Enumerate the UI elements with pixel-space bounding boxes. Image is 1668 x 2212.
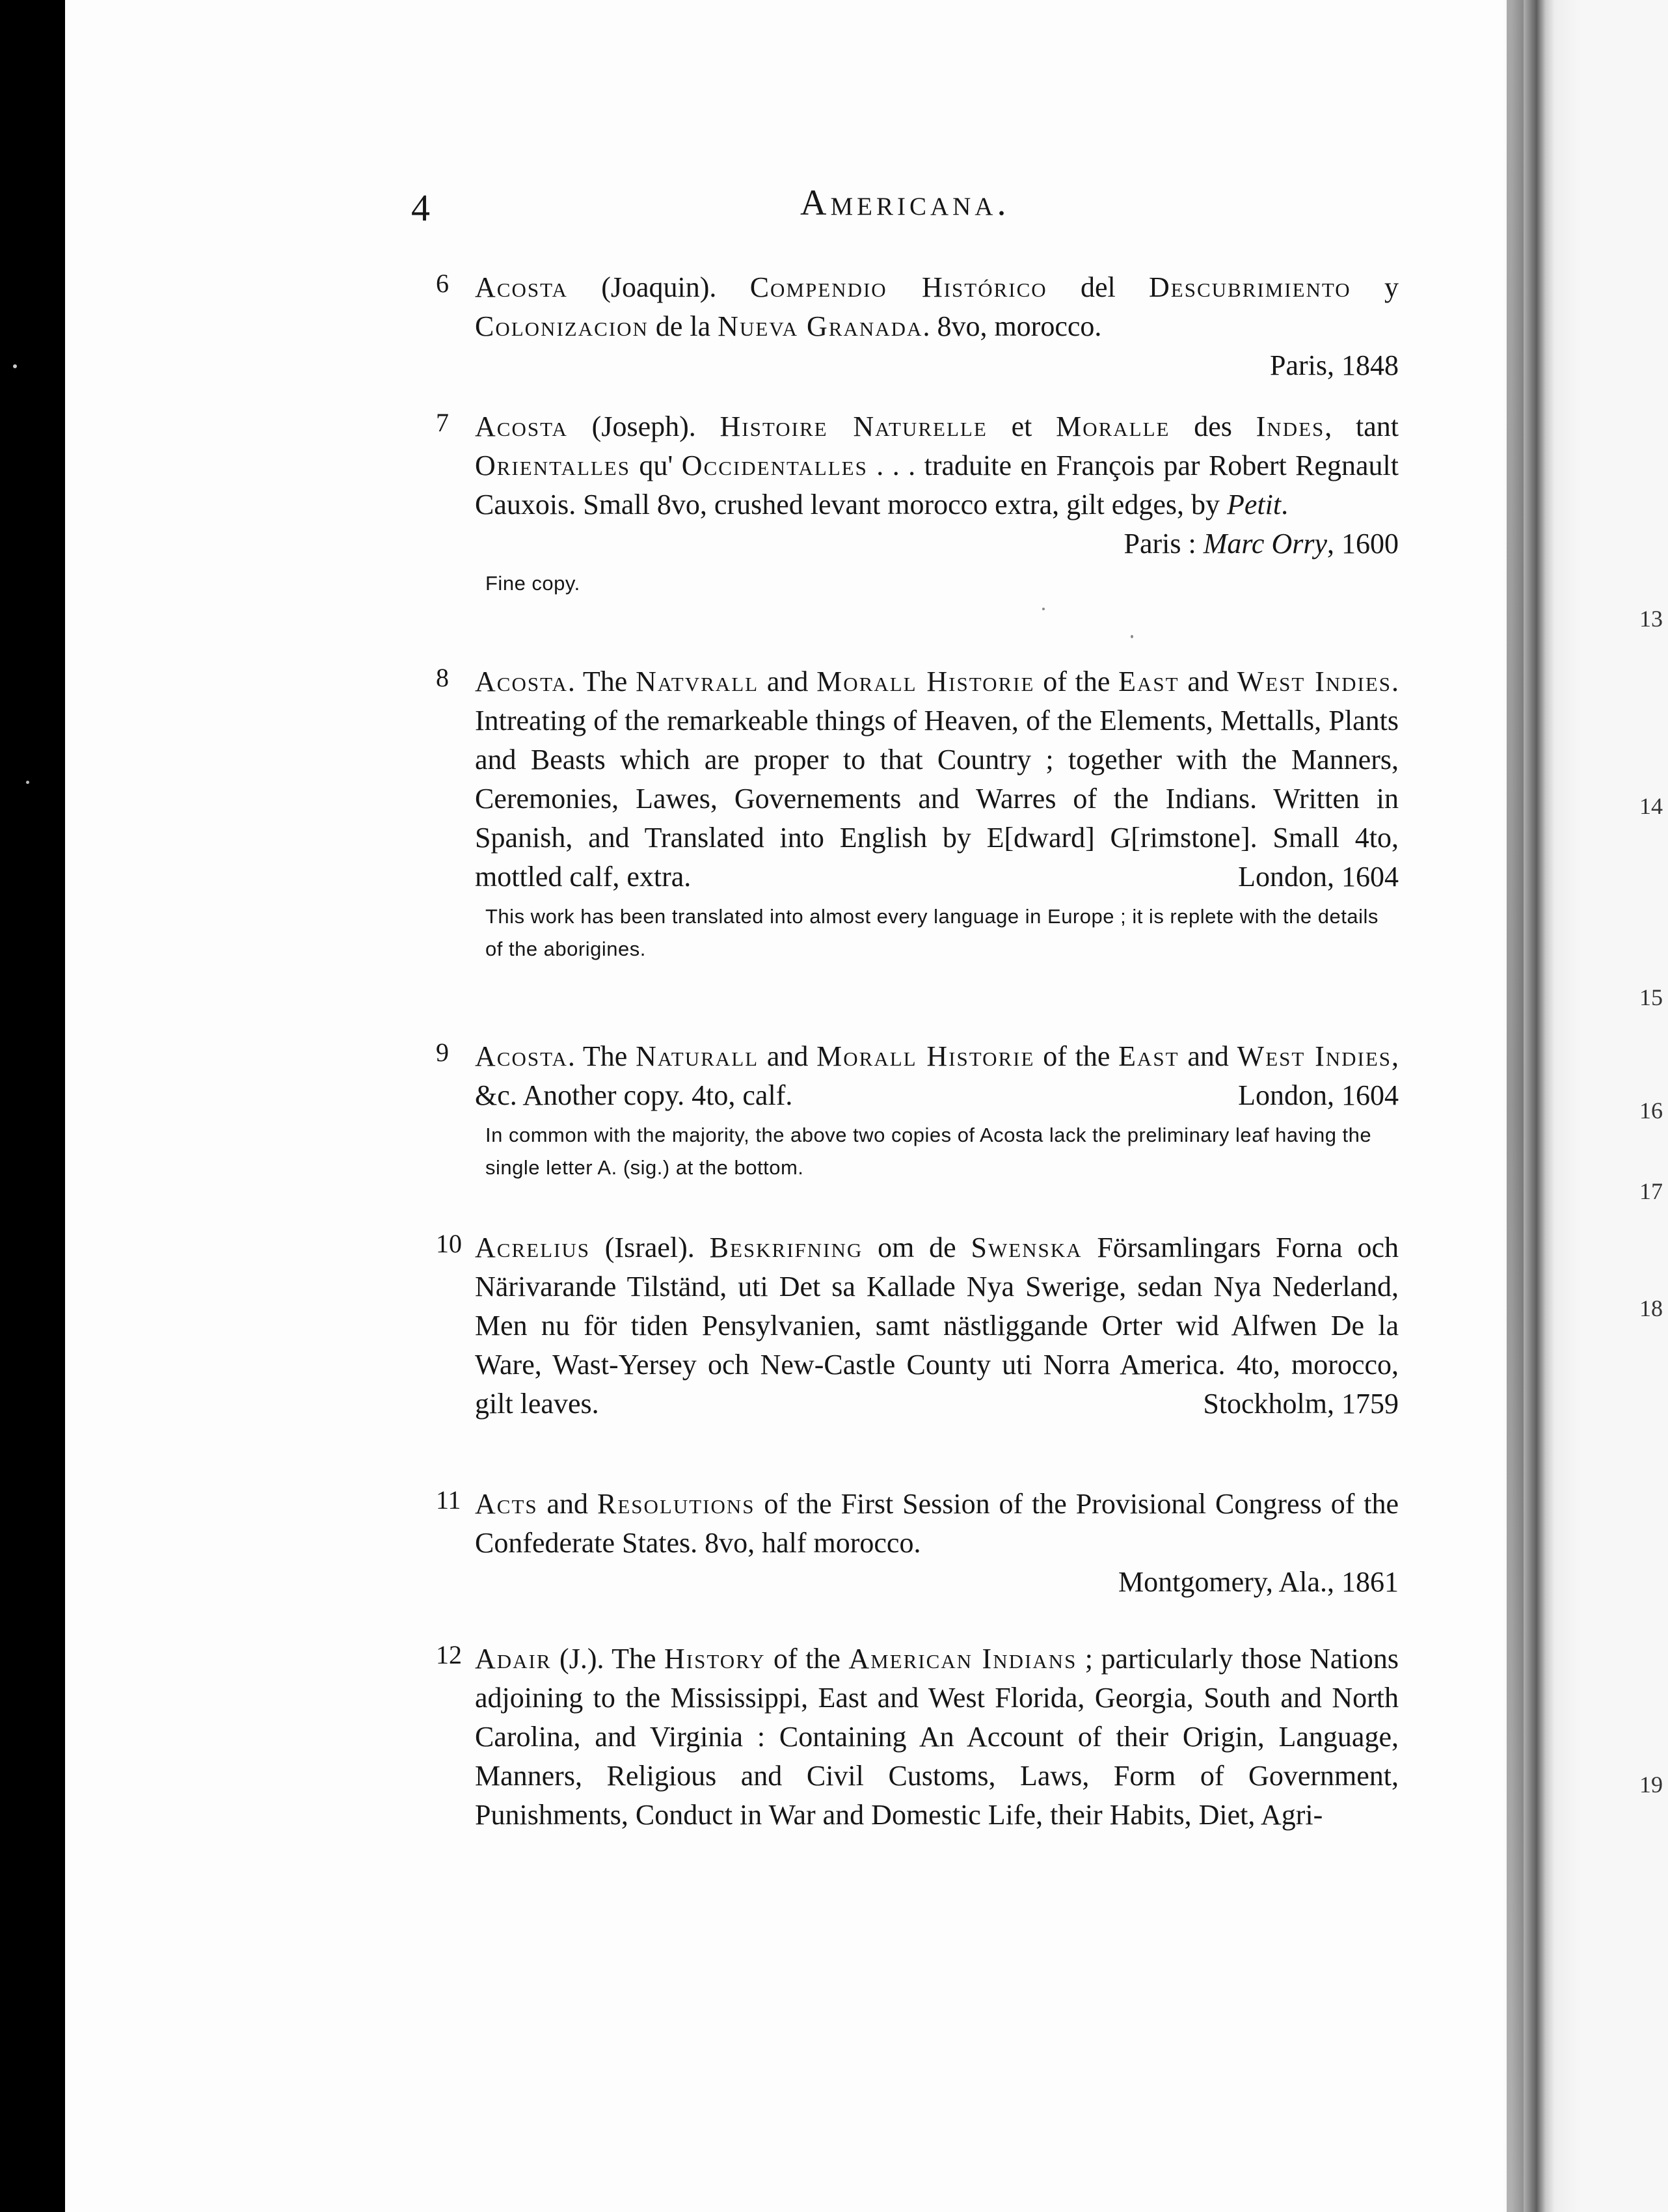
- entry-number: 12: [436, 1640, 462, 1669]
- facing-page-number: 15: [1639, 984, 1663, 1010]
- entry-note: Fine copy.: [485, 572, 580, 595]
- scan-speck: [26, 781, 29, 784]
- entry-description: Acrelius (Israel). Beskrifning om de Swenska Församlingars Forna och Närivarande Tilständ, uti Det sa Kallade Nya Swerige, sedan Nya Nederland, Men nu för tiden Pensylvanien, samt nästliggande Orter wid Alfwen De la Ware, Wast-Yersey och New-Castle County uti Norra America. 4to, morocco, gilt leaves.: [475, 1232, 1399, 1420]
- entry-imprint: London, 1604: [1238, 861, 1399, 893]
- entry-imprint: Paris, 1848: [1270, 349, 1399, 381]
- entry-number: 9: [436, 1038, 449, 1067]
- entry-number: 6: [436, 269, 449, 298]
- catalogue-entry: [436, 1228, 1399, 1423]
- entry-imprint: London, 1604: [1238, 1079, 1399, 1111]
- entry-description: Acosta (Joaquin). Compendio Histórico del Descubrimiento y Colonizacion de la Nueva Granada. 8vo, morocco.: [475, 271, 1399, 342]
- catalogue-entry: [436, 1485, 1399, 1602]
- entry-description: Adair (J.). The History of the American Indians ; particularly those Nations adjoining to the Mississippi, East and West Florida, Georgia, South and North Carolina, and Virginia : Containing An Account of their Origin, Language, Manners, Religious and Civil Customs, Laws, Form of Government, Punishments, Conduct in War and Domestic Life, their Habits, Diet, Agri-: [475, 1643, 1399, 1831]
- entry-number: 8: [436, 663, 449, 692]
- catalogue-entry: [436, 662, 1399, 965]
- entry-description: Acts and Resolutions of the First Session of the Provisional Congress of the Confederate States. 8vo, half morocco.: [475, 1488, 1399, 1559]
- entry-description: Acosta (Joseph). Histoire Naturelle et Moralle des Indes, tant Orientalles qu' Occidentalles . . . traduite en François par Robert Regnault Cauxois. Small 8vo, crushed levant morocco extra, gilt edges, by Petit.: [475, 411, 1399, 520]
- entry-note: In common with the majority, the above two copies of Acosta lack the preliminary leaf having the single letter A. (sig.) at the bottom.: [485, 1124, 1372, 1179]
- gutter-shadow: [1507, 0, 1524, 2212]
- scan-speck: [13, 364, 17, 368]
- facing-page-number: 14: [1639, 793, 1663, 819]
- entry-number: 11: [436, 1485, 461, 1515]
- entry-note: This work has been translated into almost every language in Europe ; it is replete with the details of the aborigines.: [485, 905, 1379, 960]
- catalogue-entry: [436, 1639, 1399, 1835]
- entry-imprint: Montgomery, Ala., 1861: [1118, 1566, 1399, 1598]
- entry-number: 10: [436, 1229, 462, 1258]
- facing-page-number: 13: [1639, 606, 1663, 632]
- facing-page-number: 17: [1639, 1178, 1663, 1204]
- entry-imprint: Stockholm, 1759: [1203, 1388, 1399, 1420]
- entry-description: Acosta. The Naturall and Morall Historie of the East and West Indies, &c. Another copy. 4to, calf.: [475, 1040, 1399, 1111]
- catalogue-entry: [436, 268, 1399, 385]
- scan-speck: [1131, 635, 1133, 638]
- page-number: 4: [411, 187, 430, 229]
- entry-imprint: Paris : Marc Orry, 1600: [1123, 528, 1399, 560]
- facing-page-number: 16: [1639, 1098, 1663, 1124]
- facing-page-number: 19: [1639, 1772, 1663, 1798]
- facing-page-number: 18: [1639, 1295, 1663, 1321]
- entry-number: 7: [436, 408, 449, 437]
- scan-speck: [1042, 608, 1045, 610]
- catalogue-entry: [436, 407, 1399, 600]
- catalogue-entry: [436, 1037, 1399, 1184]
- entry-description: Acosta. The Natvrall and Morall Historie of the East and West Indies. Intreating of the remarkeable things of Heaven, of the Elements, Mettalls, Plants and Beasts which are proper to that Country ; together with the Manners, Ceremonies, Lawes, Governements and Warres of the Indians. Written in Spanish, and Translated into English by E[dward] G[rimstone]. Small 4to, mottled calf, extra.: [475, 666, 1399, 893]
- running-head: Americana.: [800, 183, 1010, 223]
